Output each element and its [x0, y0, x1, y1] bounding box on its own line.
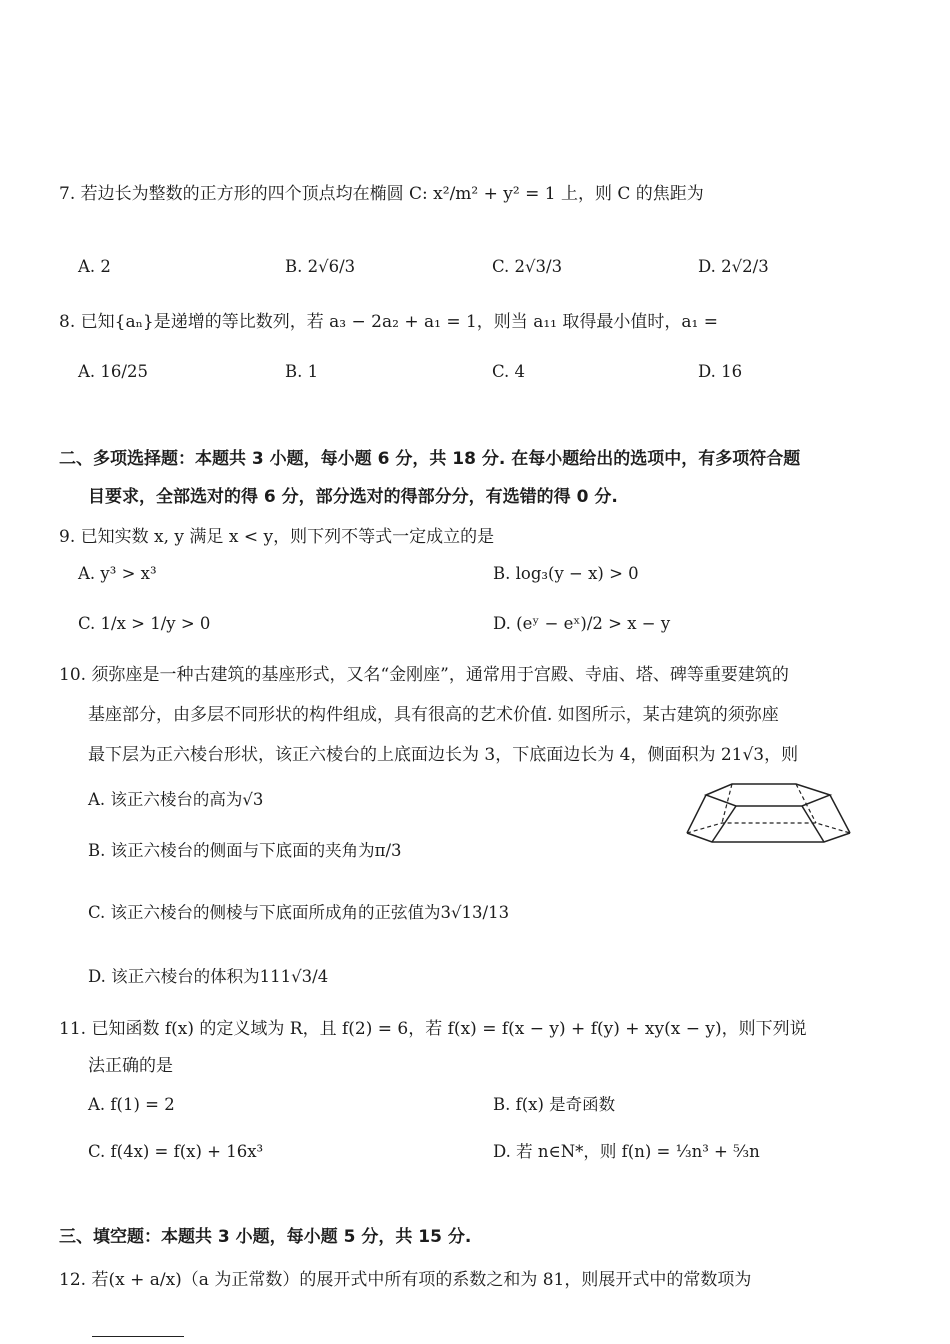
question-8-stem: 8. 已知{aₙ}是递增的等比数列，若 a₃ − 2a₂ + a₁ = 1，则当 a₁₁ 取得最小值时，a₁ = — [59, 312, 718, 332]
question-11-stem-line1: 11. 已知函数 f(x) 的定义域为 R，且 f(2) = 6，若 f(x) = f(x − y) + f(y) + xy(x − y)，则下列说 — [59, 1019, 807, 1039]
question-8-option-c: C. 4 — [492, 362, 526, 381]
question-7-option-c: C. 2√3/3 — [492, 257, 563, 276]
question-7-option-a: A. 2 — [78, 257, 111, 276]
section-2-heading: 二、多项选择题：本题共 3 小题，每小题 6 分，共 18 分. 在每小题给出的选项中，有多项符合题 — [59, 449, 801, 469]
question-11-option-a: A. f(1) = 2 — [88, 1095, 175, 1114]
question-11-option-d: D. 若 n∈N*，则 f(n) = ⅓n³ + ⁵⁄₃n — [493, 1142, 760, 1161]
question-12-stem: 12. 若(x + a/x)（a 为正常数）的展开式中所有项的系数之和为 81，则展开式中的常数项为 — [59, 1270, 752, 1290]
question-10-option-c: C. 该正六棱台的侧棱与下底面所成角的正弦值为3√13/13 — [88, 903, 510, 922]
hexagonal-frustum-figure — [684, 779, 854, 847]
question-9-option-d: D. (eʸ − eˣ)/2 > x − y — [493, 614, 671, 633]
question-10-stem-line2: 基座部分，由多层不同形状的构件组成，具有很高的艺术价值. 如图所示，某古建筑的须弥座 — [88, 705, 779, 725]
section-3-heading: 三、填空题：本题共 3 小题，每小题 5 分，共 15 分. — [59, 1227, 472, 1247]
question-10-option-a: A. 该正六棱台的高为√3 — [88, 790, 264, 809]
section-2-heading-cont: 目要求，全部选对的得 6 分，部分选对的得部分分，有选错的得 0 分. — [88, 487, 618, 507]
question-11-option-c: C. f(4x) = f(x) + 16x³ — [88, 1142, 264, 1161]
question-9-option-c: C. 1/x > 1/y > 0 — [78, 614, 211, 633]
question-8-option-d: D. 16 — [698, 362, 743, 381]
question-11-stem-line2: 法正确的是 — [88, 1056, 173, 1076]
question-10-stem-line3: 最下层为正六棱台形状，该正六棱台的上底面边长为 3，下底面边长为 4，侧面积为 21√3，则 — [88, 745, 799, 765]
question-7-stem: 7. 若边长为整数的正方形的四个顶点均在椭圆 C: x²/m² + y² = 1 上，则 C 的焦距为 — [59, 184, 704, 204]
question-10-option-b: B. 该正六棱台的侧面与下底面的夹角为π/3 — [88, 841, 402, 860]
question-9-option-b: B. log₃(y − x) > 0 — [493, 564, 639, 583]
answer-blank-line — [92, 1336, 184, 1337]
question-9-option-a: A. y³ > x³ — [78, 564, 157, 583]
question-10-stem-line1: 10. 须弥座是一种古建筑的基座形式，又名“金刚座”，通常用于宫殿、寺庙、塔、碑等重要建筑的 — [59, 665, 789, 685]
question-8-option-b: B. 1 — [285, 362, 319, 381]
question-7-option-d: D. 2√2/3 — [698, 257, 769, 276]
question-7-option-b: B. 2√6/3 — [285, 257, 356, 276]
question-11-option-b: B. f(x) 是奇函数 — [493, 1095, 616, 1114]
question-9-stem: 9. 已知实数 x, y 满足 x < y，则下列不等式一定成立的是 — [59, 527, 495, 547]
question-10-option-d: D. 该正六棱台的体积为111√3/4 — [88, 967, 329, 986]
question-8-option-a: A. 16/25 — [78, 362, 148, 381]
